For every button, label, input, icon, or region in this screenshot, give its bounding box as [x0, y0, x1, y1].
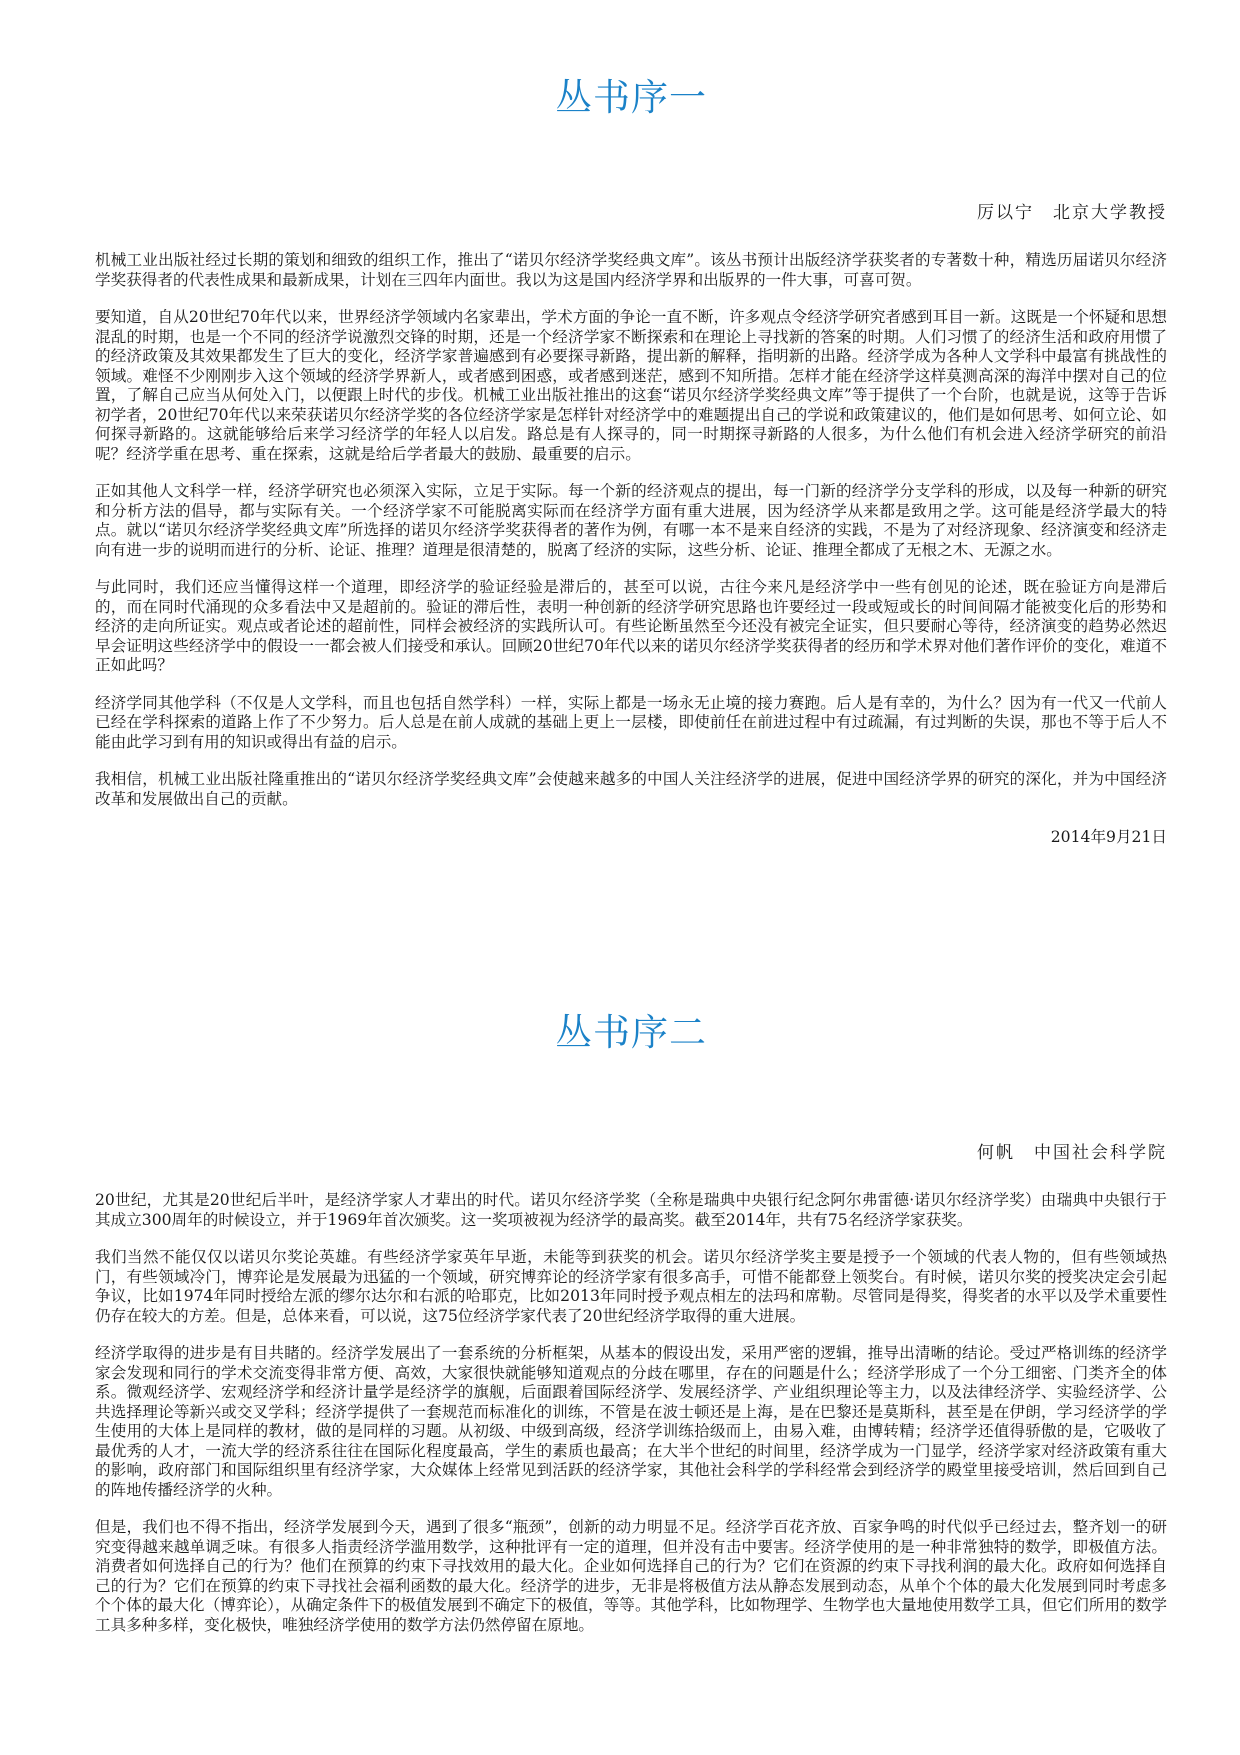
preface-two-title: 丛书序二 — [555, 1011, 707, 1054]
preface-one-date: 2014年9月21日 — [1050, 828, 1167, 846]
paragraph: 与此同时，我们还应当懂得这样一个道理，即经济学的验证经验是滞后的，甚至可以说，古往今来凡是经济学中一些有创见的论述，既在验证方向是滞后的，而在同时代涌现的众多看法中又是超前的。验证的滞后性，表明一种创新的经济学研究思路也许要经过一段或短或长的时间间隔才能被变化后的形势和经济的走向所证实。观点或者论述的超前性，同样会被经济的实践所认可。有些论断虽然至今还没有被完全证实，但只要耐心等待，经济演变的趋势必然迟早会证明这些经济学中的假设一一都会被人们接受和承认。回顾20世纪70年代以来的诺贝尔经济学奖获得者的经历和学术界对他们著作评价的变化，难道不正如此吗？ — [95, 578, 1167, 674]
paragraph: 我们当然不能仅仅以诺贝尔奖论英雄。有些经济学家英年早逝，未能等到获奖的机会。诺贝尔经济学奖主要是授予一个领域的代表人物的，但有些领域热门，有些领域冷门，博弈论是发展最为迅猛的一个领域，研究博弈论的经济学家有很多高手，可惜不能都登上领奖台。有时候，诺贝尔奖的授奖决定会引起争议，比如1974年同时授给左派的缪尔达尔和右派的哈耶克，比如2013年同时授予观点相左的法玛和席勒。尽管同是得奖，得奖者的水平以及学术重要性仍存在较大的方差。但是，总体来看，可以说，这75位经济学家代表了20世纪经济学取得的重大进展。 — [95, 1248, 1167, 1325]
paragraph: 经济学同其他学科（不仅是人文学科，而且也包括自然学科）一样，实际上都是一场永无止境的接力赛跑。后人是有幸的，为什么？因为有一代又一代前人已经在学科探索的道路上作了不少努力。后人总是在前人成就的基础上更上一层楼，即使前任在前进过程中有过疏漏，有过判断的失误，那也不等于后人不能由此学习到有用的知识或得出有益的启示。 — [95, 693, 1167, 751]
preface-two-author: 何帆 中国社会科学院 — [977, 1143, 1167, 1163]
preface-one — [95, 70, 1167, 847]
preface-two-body — [95, 1191, 1167, 1635]
preface-one-author: 厉以宁 北京大学教授 — [977, 203, 1167, 223]
paragraph: 但是，我们也不得不指出，经济学发展到今天，遇到了很多“瓶颈”，创新的动力明显不足。经济学百花齐放、百家争鸣的时代似乎已经过去，整齐划一的研究变得越来越单调乏味。有很多人指责经济学滥用数学，这种批评有一定的道理，但并没有击中要害。经济学使用的是一种非常独特的数学，即极值方法。消费者如何选择自己的行为？他们在预算的约束下寻找效用的最大化。企业如何选择自己的行为？它们在资源的约束下寻找利润的最大化。政府如何选择自己的行为？它们在预算的约束下寻找社会福利函数的最大化。经济学的进步，无非是将极值方法从静态发展到动态，从单个个体的最大化发展到同时考虑多个个体的最大化（博弈论），从确定条件下的极值发展到不确定下的极值，等等。其他学科，比如物理学、生物学也大量地使用数学工具，但它们所用的数学工具多种多样，变化极快，唯独经济学使用的数学方法仍然停留在原地。 — [95, 1518, 1167, 1634]
paragraph: 我相信，机械工业出版社隆重推出的“诺贝尔经济学奖经典文库”会使越来越多的中国人关注经济学的进展，促进中国经济学界的研究的深化，并为中国经济改革和发展做出自己的贡献。 — [95, 770, 1167, 808]
paragraph: 正如其他人文科学一样，经济学研究也必须深入实际，立足于实际。每一个新的经济观点的提出，每一门新的经济学分支学科的形成，以及每一种新的研究和分析方法的倡导，都与实际有关。一个经济学家不可能脱离实际而在经济学方面有重大进展，因为经济学从来都是致用之学。这可能是经济学最大的特点。就以“诺贝尔经济学奖经典文库”所选择的诺贝尔经济学奖获得者的著作为例，有哪一本不是来自经济的实践，不是为了对经济现象、经济演变和经济走向有进一步的说明而进行的分析、论证、推理？道理是很清楚的，脱离了经济的实际，这些分析、论证、推理全都成了无根之木、无源之水。 — [95, 482, 1167, 559]
preface-two — [95, 1005, 1167, 1653]
preface-one-title: 丛书序一 — [555, 76, 707, 119]
preface-one-body — [95, 251, 1167, 809]
paragraph: 要知道，自从20世纪70年代以来，世界经济学领域内名家辈出，学术方面的争论一直不断，许多观点令经济学研究者感到耳目一新。这既是一个怀疑和思想混乱的时期，也是一个不同的经济学说激烈交锋的时期，还是一个经济学家不断探索和在理论上寻找新的答案的时期。人们习惯了的经济生活和政府用惯了的经济政策及其效果都发生了巨大的变化，经济学家普遍感到有必要探寻新路，提出新的解释，指明新的出路。经济学成为各种人文学科中最富有挑战性的领域。难怪不少刚刚步入这个领域的经济学界新人，或者感到困惑，或者感到迷茫，感到不知所措。怎样才能在经济学这样莫测高深的海洋中摆对自己的位置，了解自己应当从何处入门，以便跟上时代的步伐。机械工业出版社推出的这套“诺贝尔经济学奖经典文库”等于提供了一个台阶，也就是说，这等于告诉初学者，20世纪70年代以来荣获诺贝尔经济学奖的各位经济学家是怎样针对经济学中的难题提出自己的学说和政策建议的，他们是如何思考、如何立论、如何探寻新路的。这就能够给后来学习经济学的年轻人以启发。路总是有人探寻的，同一时期探寻新路的人很多，为什么他们有机会进入经济学研究的前沿呢？经济学重在思考、重在探索，这就是给后学者最大的鼓励、最重要的启示。 — [95, 308, 1167, 463]
paragraph: 经济学取得的进步是有目共睹的。经济学发展出了一套系统的分析框架，从基本的假设出发，采用严密的逻辑，推导出清晰的结论。受过严格训练的经济学家会发现和同行的学术交流变得非常方便、高效，大家很快就能够知道观点的分歧在哪里，存在的问题是什么；经济学形成了一个分工细密、门类齐全的体系。微观经济学、宏观经济学和经济计量学是经济学的旗舰，后面跟着国际经济学、发展经济学、产业组织理论等主力，以及法律经济学、实验经济学、公共选择理论等新兴或交叉学科；经济学提供了一套规范而标准化的训练，不管是在波士顿还是上海，是在巴黎还是莫斯科，甚至是在伊朗，学习经济学的学生使用的大体上是同样的教材，做的是同样的习题。从初级、中级到高级，经济学训练拾级而上，由易入难，由博转精；经济学还值得骄傲的是，它吸收了最优秀的人才，一流大学的经济系往往在国际化程度最高，学生的素质也最高；在大半个世纪的时间里，经济学成为一门显学，经济学家对经济政策有重大的影响，政府部门和国际组织里有经济学家，大众媒体上经常见到活跃的经济学家，其他社会科学的学科经常会到经济学的殿堂里接受培训，然后回到自己的阵地传播经济学的火种。 — [95, 1344, 1167, 1499]
paragraph: 20世纪，尤其是20世纪后半叶，是经济学家人才辈出的时代。诺贝尔经济学奖（全称是瑞典中央银行纪念阿尔弗雷德·诺贝尔经济学奖）由瑞典中央银行于其成立300周年的时候设立，并于1969年首次颁奖。这一奖项被视为经济学的最高奖。截至2014年，共有75名经济学家获奖。 — [95, 1191, 1167, 1229]
paragraph: 机械工业出版社经过长期的策划和细致的组织工作，推出了“诺贝尔经济学奖经典文库”。该丛书预计出版经济学获奖者的专著数十种，精选历届诺贝尔经济学奖获得者的代表性成果和最新成果，计划在三四年内面世。我以为这是国内经济学界和出版界的一件大事，可喜可贺。 — [95, 251, 1167, 289]
